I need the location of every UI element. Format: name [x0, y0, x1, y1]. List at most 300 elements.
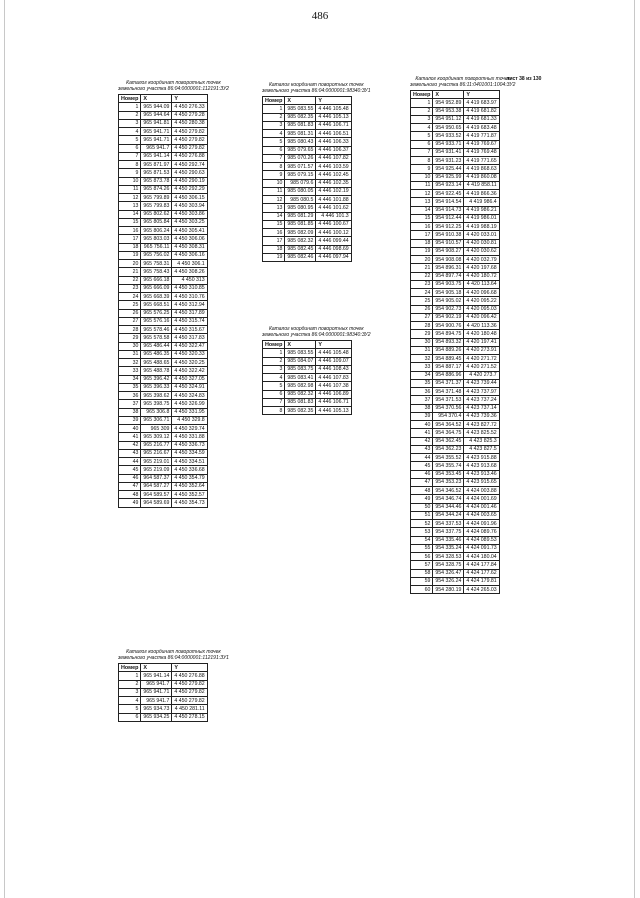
- cell-x: 965 309.12: [141, 433, 172, 441]
- table-row: [263, 220, 352, 228]
- cell-y: 4 450 329.8: [172, 416, 207, 424]
- cell-y: 4 450 308.26: [172, 268, 207, 276]
- cell-x: 954 914.73: [433, 206, 464, 214]
- cell-number: 16: [411, 223, 433, 231]
- table-row: [119, 499, 208, 507]
- cell-number: 40: [119, 425, 141, 433]
- cell-y: 4 423 739.36: [464, 412, 499, 420]
- cell-x: 954 355.52: [433, 454, 464, 462]
- cell-x: 965 306.71: [141, 416, 172, 424]
- cell-number: 20: [119, 260, 141, 268]
- cell-x: 954 371.48: [433, 388, 464, 396]
- column-header-x: X: [141, 95, 172, 103]
- table-row: [119, 359, 208, 367]
- cell-number: 29: [411, 330, 433, 338]
- cell-number: 13: [263, 204, 285, 212]
- table-row: [411, 429, 500, 437]
- cell-number: 14: [263, 212, 285, 220]
- column-header-x: X: [285, 341, 316, 349]
- cell-x: 985 082.32: [285, 237, 316, 245]
- table-row: [119, 466, 208, 474]
- cell-number: 17: [411, 231, 433, 239]
- table-row: [263, 212, 352, 220]
- cell-x: 965 941.14: [141, 672, 172, 680]
- cell-x: 985 081.85: [285, 220, 316, 228]
- table-row: [119, 309, 208, 317]
- cell-x: 965 944.09: [141, 103, 172, 111]
- cell-y: 4 446 106.51: [316, 130, 351, 138]
- cell-number: 50: [411, 503, 433, 511]
- cell-x: 954 952.89: [433, 99, 464, 107]
- cell-x: 954 925.44: [433, 165, 464, 173]
- cell-number: 58: [411, 569, 433, 577]
- cell-number: 1: [263, 105, 285, 113]
- table-caption: [118, 80, 229, 92]
- table-row: [119, 128, 208, 136]
- cell-x: 965 941.7: [141, 144, 172, 152]
- cell-y: 4 424 003.65: [464, 511, 499, 519]
- column-header-y: Y: [172, 95, 207, 103]
- cell-x: 954 953.38: [433, 107, 464, 115]
- cell-y: 4 424 177.84: [464, 561, 499, 569]
- cell-y: 4 420 113.64: [464, 280, 499, 288]
- table-row: [411, 577, 500, 585]
- cell-y: 4 450 320.33: [172, 350, 207, 358]
- cell-x: 954 344.46: [433, 503, 464, 511]
- cell-y: 4 419 681.33: [464, 115, 499, 123]
- table-row: [411, 165, 500, 173]
- cell-y: 4 446 102.19: [316, 187, 351, 195]
- cell-x: 965 934.25: [141, 713, 172, 721]
- cell-x: 954 364.52: [433, 421, 464, 429]
- cell-number: 46: [411, 470, 433, 478]
- table-row: [411, 181, 500, 189]
- coordinate-table: [262, 340, 352, 415]
- cell-x: 965 396.42: [141, 375, 172, 383]
- cell-y: 4 420 273.7: [464, 371, 499, 379]
- cell-y: 4 450 303.25: [172, 218, 207, 226]
- cell-y: 4 450 306.1: [172, 260, 207, 268]
- cell-number: 38: [119, 408, 141, 416]
- cell-number: 16: [119, 227, 141, 235]
- cell-y: 4 420 180.72: [464, 272, 499, 280]
- table-row: [411, 478, 500, 486]
- cell-number: 17: [263, 237, 285, 245]
- table-caption: [118, 649, 229, 661]
- cell-y: 4 450 310.76: [172, 293, 207, 301]
- cell-y: 4 420 030.62: [464, 247, 499, 255]
- table-row: [411, 470, 500, 478]
- cell-number: 39: [411, 412, 433, 420]
- cell-number: 5: [411, 132, 433, 140]
- cell-x: 954 896.31: [433, 264, 464, 272]
- cell-number: 5: [263, 138, 285, 146]
- cell-x: 965 219.09: [141, 466, 172, 474]
- cell-y: 4 450 317.89: [172, 309, 207, 317]
- cell-y: 4 446 106.89: [316, 390, 351, 398]
- table-row: [411, 206, 500, 214]
- table-header-row: [119, 664, 208, 672]
- table-row: [263, 121, 352, 129]
- cell-y: 4 446 102.45: [316, 171, 351, 179]
- caption-line-1: Каталог координат поворотных точек: [126, 649, 221, 655]
- cell-y: 4 450 292.74: [172, 161, 207, 169]
- cell-number: 4: [119, 697, 141, 705]
- table-row: [411, 511, 500, 519]
- coordinate-table: [118, 663, 208, 722]
- cell-number: 1: [119, 672, 141, 680]
- cell-number: 24: [411, 289, 433, 297]
- cell-y: 4 450 305.41: [172, 227, 207, 235]
- cell-y: 4 424 089.76: [464, 528, 499, 536]
- cell-number: 45: [119, 466, 141, 474]
- cell-number: 9: [263, 171, 285, 179]
- cell-x: 985 082.35: [285, 113, 316, 121]
- table-row: [411, 487, 500, 495]
- cell-number: 7: [263, 398, 285, 406]
- table-row: [263, 187, 352, 195]
- cell-x: 954 902.19: [433, 313, 464, 321]
- cell-number: 49: [411, 495, 433, 503]
- table-row: [263, 407, 352, 415]
- cell-y: 4 446 100.67: [316, 220, 351, 228]
- table-header-row: [263, 341, 352, 349]
- cell-y: 4 450 290.19: [172, 177, 207, 185]
- table-row: [263, 398, 352, 406]
- cell-number: 5: [263, 382, 285, 390]
- cell-y: 4 423 737.24: [464, 396, 499, 404]
- cell-y: 4 424 265.03: [464, 586, 499, 594]
- cell-y: 4 424 179.81: [464, 577, 499, 585]
- table-row: [411, 239, 500, 247]
- cell-x: 965 941.71: [141, 136, 172, 144]
- cell-number: 60: [411, 586, 433, 594]
- table-row: [119, 400, 208, 408]
- cell-number: 53: [411, 528, 433, 536]
- cell-x: 954 371.53: [433, 396, 464, 404]
- cell-x: 954 335.24: [433, 544, 464, 552]
- cell-y: 4 424 001.69: [464, 495, 499, 503]
- cell-y: 4 419 771.65: [464, 157, 499, 165]
- table-row: [411, 132, 500, 140]
- cell-x: 965 488.78: [141, 367, 172, 375]
- cell-number: 59: [411, 577, 433, 585]
- cell-number: 3: [411, 115, 433, 123]
- table-row: [411, 520, 500, 528]
- table-row: [119, 342, 208, 350]
- cell-y: 4 419 986.4: [464, 198, 499, 206]
- cell-y: 4 424 177.62: [464, 569, 499, 577]
- sheet-label: лист 38 из 130: [506, 76, 542, 82]
- cell-x: 985 082.32: [285, 390, 316, 398]
- table-row: [411, 371, 500, 379]
- cell-number: 3: [119, 688, 141, 696]
- cell-x: 954 910.57: [433, 239, 464, 247]
- table-row: [411, 569, 500, 577]
- cell-x: 965 802.62: [141, 210, 172, 218]
- cell-y: 4 420 096.68: [464, 289, 499, 297]
- cell-x: 985 082.09: [285, 229, 316, 237]
- cell-number: 25: [411, 297, 433, 305]
- cell-number: 16: [263, 229, 285, 237]
- table-row: [263, 237, 352, 245]
- cell-y: 4 420 032.79: [464, 256, 499, 264]
- cell-y: 4 419 986.21: [464, 206, 499, 214]
- cell-y: 4 450 303.94: [172, 202, 207, 210]
- table-row: [119, 705, 208, 713]
- cell-x: 954 337.53: [433, 520, 464, 528]
- cell-x: 965 799.89: [141, 194, 172, 202]
- cell-x: 954 346.52: [433, 487, 464, 495]
- cell-number: 19: [263, 253, 285, 261]
- table-row: [119, 458, 208, 466]
- cell-number: 19: [411, 247, 433, 255]
- cell-number: 28: [411, 322, 433, 330]
- table-row: [263, 163, 352, 171]
- table-row: [411, 264, 500, 272]
- cell-number: 3: [119, 119, 141, 127]
- cell-number: 29: [119, 334, 141, 342]
- coord-table-98340-zu2: [262, 326, 371, 415]
- table-row: [411, 363, 500, 371]
- cell-number: 10: [411, 173, 433, 181]
- table-row: [119, 383, 208, 391]
- cell-number: 34: [119, 375, 141, 383]
- cell-x: 965 873.78: [141, 177, 172, 185]
- table-row: [119, 152, 208, 160]
- cell-number: 22: [411, 272, 433, 280]
- cell-x: 965 758.31: [141, 260, 172, 268]
- cell-x: 954 887.17: [433, 363, 464, 371]
- cell-number: 44: [411, 454, 433, 462]
- table-row: [263, 138, 352, 146]
- coord-table-112191-zu2: [118, 80, 229, 508]
- cell-y: 4 424 180.04: [464, 553, 499, 561]
- cell-y: 4 446 100.12: [316, 229, 351, 237]
- cell-y: 4 419 986.01: [464, 214, 499, 222]
- table-row: [411, 412, 500, 420]
- cell-number: 57: [411, 561, 433, 569]
- table-header-row: [411, 91, 500, 99]
- table-row: [119, 441, 208, 449]
- cell-y: 4 450 313: [172, 276, 207, 284]
- coord-table-98340-zu1: [262, 82, 371, 262]
- table-row: [119, 284, 208, 292]
- cell-x: 985 084.07: [285, 357, 316, 365]
- table-row: [411, 289, 500, 297]
- table-row: [263, 171, 352, 179]
- cell-number: 21: [119, 268, 141, 276]
- cell-x: 965 216.67: [141, 449, 172, 457]
- cell-number: 36: [411, 388, 433, 396]
- cell-x: 954 370.4: [433, 412, 464, 420]
- cell-x: 965 576.16: [141, 317, 172, 325]
- cell-x: 985 070.26: [285, 154, 316, 162]
- cell-x: 964 587.37: [141, 474, 172, 482]
- cell-y: 4 446 105.48: [316, 349, 351, 357]
- cell-x: 965 219.01: [141, 458, 172, 466]
- cell-number: 27: [411, 313, 433, 321]
- cell-x: 954 353.23: [433, 478, 464, 486]
- table-row: [119, 350, 208, 358]
- cell-x: 954 328.53: [433, 553, 464, 561]
- cell-y: 4 446 105.48: [316, 105, 351, 113]
- cell-x: 985 079.65: [285, 146, 316, 154]
- table-row: [411, 297, 500, 305]
- cell-y: 4 419 858.11: [464, 181, 499, 189]
- cell-number: 7: [411, 148, 433, 156]
- cell-y: 4 420 033.01: [464, 231, 499, 239]
- table-row: [263, 245, 352, 253]
- table-row: [411, 322, 500, 330]
- cell-y: 4 450 279.82: [172, 697, 207, 705]
- caption-line-1: Каталог координат поворотных точек: [268, 82, 364, 88]
- cell-x: 954 894.75: [433, 330, 464, 338]
- cell-number: 11: [411, 181, 433, 189]
- cell-number: 39: [119, 416, 141, 424]
- table-row: [119, 680, 208, 688]
- table-row: [411, 173, 500, 181]
- cell-number: 11: [119, 185, 141, 193]
- cell-number: 13: [119, 202, 141, 210]
- cell-y: 4 420 271.72: [464, 355, 499, 363]
- cell-y: 4 450 280.38: [172, 119, 207, 127]
- table-row: [411, 313, 500, 321]
- cell-y: 4 446 106.71: [316, 121, 351, 129]
- column-header-number: Номер: [263, 341, 285, 349]
- table-caption: [410, 76, 542, 88]
- table-row: [119, 268, 208, 276]
- cell-x: 985 083.41: [285, 374, 316, 382]
- cell-number: 3: [263, 365, 285, 373]
- cell-y: 4 420 180.48: [464, 330, 499, 338]
- table-row: [119, 144, 208, 152]
- table-row: [411, 190, 500, 198]
- cell-x: 965 758.43: [141, 268, 172, 276]
- cell-number: 2: [263, 113, 285, 121]
- table-row: [411, 396, 500, 404]
- cell-x: 954 886.96: [433, 371, 464, 379]
- cell-y: 4 450 306.06: [172, 235, 207, 243]
- table-row: [411, 528, 500, 536]
- cell-x: 954 362.45: [433, 437, 464, 445]
- cell-number: 46: [119, 474, 141, 482]
- table-row: [263, 390, 352, 398]
- cell-x: 985 081.31: [285, 130, 316, 138]
- cell-number: 48: [119, 491, 141, 499]
- cell-y: 4 446 106.33: [316, 138, 351, 146]
- cell-x: 954 903.75: [433, 280, 464, 288]
- coord-table-112191-zu1: [118, 649, 229, 722]
- column-header-number: Номер: [119, 95, 141, 103]
- cell-number: 4: [263, 374, 285, 382]
- cell-number: 2: [119, 111, 141, 119]
- table-row: [119, 688, 208, 696]
- cell-y: 4 424 003.88: [464, 487, 499, 495]
- cell-number: 31: [411, 346, 433, 354]
- cell-y: 4 450 317.83: [172, 334, 207, 342]
- cell-x: 965 578.58: [141, 334, 172, 342]
- cell-y: 4 423 827.5: [464, 445, 499, 453]
- cell-number: 12: [263, 196, 285, 204]
- cell-y: 4 420 197.41: [464, 338, 499, 346]
- cell-y: 4 450 326.99: [172, 400, 207, 408]
- caption-line-2: земельного участка 86:11:0401001:1004:ЗУ2: [410, 82, 516, 88]
- table-row: [263, 382, 352, 390]
- cell-number: 14: [411, 206, 433, 214]
- cell-number: 41: [119, 433, 141, 441]
- cell-number: 27: [119, 317, 141, 325]
- cell-x: 965 486.44: [141, 342, 172, 350]
- table-row: [411, 140, 500, 148]
- cell-number: 7: [263, 154, 285, 162]
- column-header-y: Y: [464, 91, 499, 99]
- table-row: [411, 355, 500, 363]
- cell-x: 954 326.47: [433, 569, 464, 577]
- table-row: [119, 697, 208, 705]
- cell-y: 4 450 279.82: [172, 128, 207, 136]
- cell-number: 8: [119, 161, 141, 169]
- cell-x: 954 908.08: [433, 256, 464, 264]
- cell-y: 4 423 737.97: [464, 388, 499, 396]
- cell-x: 954 933.52: [433, 132, 464, 140]
- table-row: [119, 194, 208, 202]
- cell-y: 4 450 279.82: [172, 144, 207, 152]
- cell-x: 954 912.44: [433, 214, 464, 222]
- cell-number: 55: [411, 544, 433, 552]
- cell-y: 4 446 098.69: [316, 245, 351, 253]
- cell-y: 4 424 091.73: [464, 544, 499, 552]
- cell-number: 15: [411, 214, 433, 222]
- cell-x: 985 083.55: [285, 105, 316, 113]
- cell-y: 4 450 336.68: [172, 466, 207, 474]
- cell-x: 965 941.71: [141, 128, 172, 136]
- cell-y: 4 450 279.82: [172, 136, 207, 144]
- cell-x: 965 756.11: [141, 243, 172, 251]
- caption-line-2: земельного участка 86:04:0000001:112191:ЗУ2: [118, 86, 229, 92]
- table-row: [263, 365, 352, 373]
- column-header-number: Номер: [119, 664, 141, 672]
- cell-x: 954 370.56: [433, 404, 464, 412]
- cell-y: 4 419 868.63: [464, 165, 499, 173]
- table-row: [263, 146, 352, 154]
- coord-table-1004-zu2: [410, 76, 542, 594]
- table-row: [411, 561, 500, 569]
- table-row: [411, 338, 500, 346]
- cell-x: 985 071.57: [285, 163, 316, 171]
- caption-line-1: Каталог координат поворотных точек: [126, 80, 221, 86]
- cell-number: 35: [411, 379, 433, 387]
- table-caption: [262, 326, 371, 338]
- cell-x: 965 668.51: [141, 301, 172, 309]
- cell-y: 4 419 769.67: [464, 140, 499, 148]
- table-row: [411, 247, 500, 255]
- cell-y: 4 450 276.33: [172, 103, 207, 111]
- cell-y: 4 446 109.07: [316, 357, 351, 365]
- cell-y: 4 450 306.16: [172, 251, 207, 259]
- cell-x: 985 081.83: [285, 398, 316, 406]
- table-row: [263, 253, 352, 261]
- cell-y: 4 419 683.48: [464, 124, 499, 132]
- cell-y: 4 420 271.52: [464, 363, 499, 371]
- cell-x: 985 080.5: [285, 196, 316, 204]
- cell-y: 4 450 310.85: [172, 284, 207, 292]
- cell-x: 965 934.73: [141, 705, 172, 713]
- table-row: [411, 586, 500, 594]
- cell-x: 965 398.62: [141, 392, 172, 400]
- cell-number: 37: [119, 400, 141, 408]
- cell-number: 15: [119, 218, 141, 226]
